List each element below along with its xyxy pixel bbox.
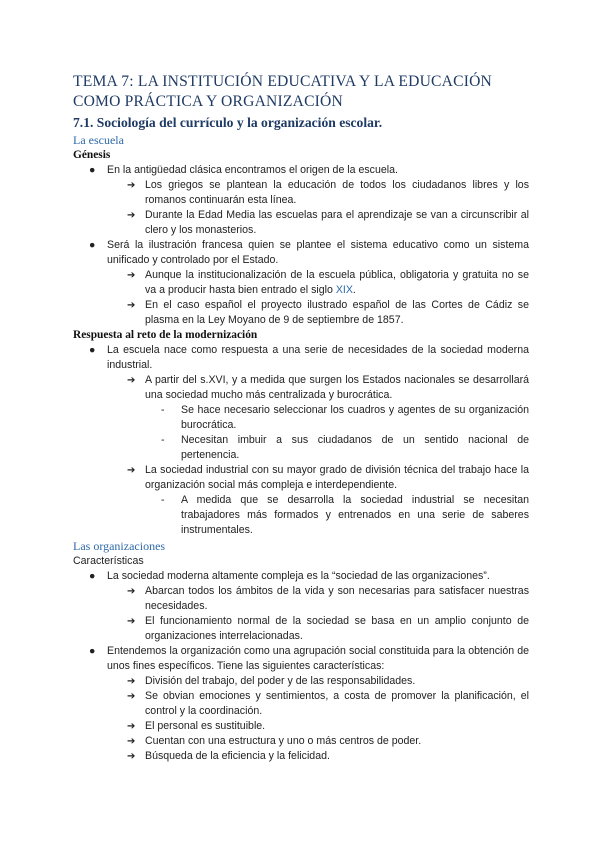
arrow-icon: ➔ xyxy=(127,375,136,386)
bullet-icon: ● xyxy=(89,570,96,582)
item-text: Los griegos se plantean la educación de todos los ciudadanos libres y los romanos continuarán esta línea. xyxy=(145,179,529,206)
item-text: Abarcan todos los ámbitos de la vida y son necesarias para satisfacer nuestras necesidades. xyxy=(145,585,529,612)
list-item xyxy=(73,343,529,373)
list-item xyxy=(73,268,529,298)
arrow-icon: ➔ xyxy=(127,616,136,627)
arrow-icon: ➔ xyxy=(127,676,136,687)
item-text-part: Aunque la institucionalización de la escuela pública, obligatoria y gratuita no se va a producir hasta bien entrado el siglo xyxy=(145,269,529,296)
dash-icon: - xyxy=(161,494,165,506)
list-item xyxy=(73,178,529,208)
item-text: A partir del s.XVI, y a medida que surgen los Estados nacionales se desarrollará una sociedad mucho más centralizada y burocrática. xyxy=(145,374,529,401)
item-text: Se hace necesario seleccionar los cuadros y agentes de su organización burocrática. xyxy=(181,404,529,431)
arrow-icon: ➔ xyxy=(127,721,136,732)
list-item xyxy=(73,674,529,689)
caracteristicas-label: Características xyxy=(73,555,144,567)
list-item xyxy=(73,614,529,644)
arrow-icon: ➔ xyxy=(127,465,136,476)
reto-list xyxy=(73,343,529,538)
item-text: La sociedad industrial con su mayor grado de división técnica del trabajo hace la organización social más compleja e interdependiente. xyxy=(145,464,529,491)
section-heading: 7.1. Sociología del currículo y la organización escolar. xyxy=(73,115,383,130)
item-text: En el caso español el proyecto ilustrado español de las Cortes de Cádiz se plasma en la Ley Moyano de 9 de septiembre de 1857. xyxy=(145,299,529,326)
item-text: Entendemos la organización como una agrupación social constituida para la obtención de unos fines específicos. Tiene las siguientes características: xyxy=(107,645,529,672)
arrow-icon: ➔ xyxy=(127,691,136,702)
arrow-icon: ➔ xyxy=(127,751,136,762)
item-text: La sociedad moderna altamente compleja es la “sociedad de las organizaciones”. xyxy=(107,570,490,582)
organizaciones-list xyxy=(73,569,529,764)
arrow-icon: ➔ xyxy=(127,210,136,221)
list-item xyxy=(73,403,529,433)
reto-heading: Respuesta al reto de la modernización xyxy=(73,329,258,341)
list-item xyxy=(73,569,529,584)
arrow-icon: ➔ xyxy=(127,736,136,747)
item-text-part: . xyxy=(352,284,356,296)
arrow-icon: ➔ xyxy=(127,270,136,281)
title-line-1: TEMA 7: LA INSTITUCIÓN EDUCATIVA Y LA EDUCACIÓN xyxy=(73,73,493,90)
list-item xyxy=(73,584,529,614)
list-item xyxy=(73,689,529,719)
dash-icon: - xyxy=(161,434,165,446)
century-numeral: XIX xyxy=(335,284,353,296)
list-item xyxy=(73,298,529,328)
page-title xyxy=(73,72,529,112)
arrow-icon: ➔ xyxy=(127,586,136,597)
list-item xyxy=(73,238,529,268)
arrow-icon: ➔ xyxy=(127,180,136,191)
item-text: Será la ilustración francesa quien se plantee el sistema educativo como un sistema unificado y controlado por el Estado. xyxy=(107,239,529,266)
item-text: A medida que se desarrolla la sociedad industrial se necesitan trabajadores más formados y entrenados en una serie de saberes instrumentales. xyxy=(181,494,529,536)
list-item xyxy=(73,208,529,238)
item-text: Durante la Edad Media las escuelas para el aprendizaje se van a circunscribir al clero y los monasterios. xyxy=(145,209,529,236)
list-item xyxy=(73,433,529,463)
organizaciones-heading: Las organizaciones xyxy=(73,539,166,553)
item-text: División del trabajo, del poder y de las responsabilidades. xyxy=(145,675,416,687)
list-item xyxy=(73,719,529,734)
title-line-2: COMO PRÁCTICA Y ORGANIZACIÓN xyxy=(73,93,343,110)
item-text: Cuentan con una estructura y uno o más centros de poder. xyxy=(145,735,422,747)
item-text: Necesitan imbuir a sus ciudadanos de un sentido nacional de pertenencia. xyxy=(181,434,529,461)
item-text: Se obvian emociones y sentimientos, a costa de promover la planificación, el control y la coordinación. xyxy=(145,690,529,717)
list-item xyxy=(73,493,529,538)
escuela-heading: La escuela xyxy=(73,133,124,147)
item-text: El personal es sustituible. xyxy=(145,720,266,732)
arrow-icon: ➔ xyxy=(127,300,136,311)
bullet-icon: ● xyxy=(89,239,96,251)
dash-icon: - xyxy=(161,404,165,416)
item-text: En la antigüedad clásica encontramos el origen de la escuela. xyxy=(107,164,398,176)
bullet-icon: ● xyxy=(89,164,96,176)
item-text: La escuela nace como respuesta a una serie de necesidades de la sociedad moderna industrial. xyxy=(107,344,529,371)
document-content xyxy=(73,72,529,764)
genesis-list xyxy=(73,163,529,328)
item-text: El funcionamiento normal de la sociedad se basa en un amplio conjunto de organizaciones interrelacionadas. xyxy=(145,615,529,642)
item-text xyxy=(145,269,529,296)
genesis-heading: Génesis xyxy=(73,149,111,161)
bullet-icon: ● xyxy=(89,645,96,657)
bullet-icon: ● xyxy=(89,344,96,356)
list-item xyxy=(73,373,529,403)
list-item xyxy=(73,749,529,764)
list-item xyxy=(73,644,529,674)
list-item xyxy=(73,734,529,749)
list-item xyxy=(73,163,529,178)
item-text: Búsqueda de la eficiencia y la felicidad. xyxy=(145,750,330,762)
list-item xyxy=(73,463,529,493)
